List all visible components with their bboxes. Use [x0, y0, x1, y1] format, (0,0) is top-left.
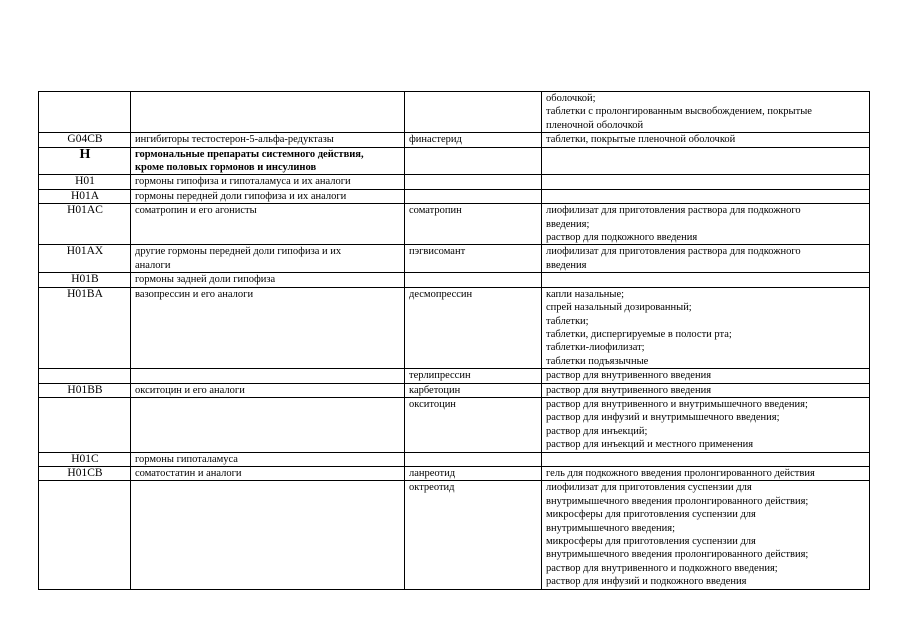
dosage-forms-cell: [542, 204, 870, 245]
dosage-form-line: внутримышечного введения;: [546, 522, 676, 534]
drug-name-cell: [405, 452, 542, 466]
dosage-form-line: внутримышечного введения пролонгированного действия;: [546, 549, 809, 561]
dosage-forms-cell: [542, 369, 870, 383]
dosage-forms-cell: [542, 245, 870, 273]
dosage-form-line: раствор для инъекций;: [546, 425, 648, 437]
group-name-cell: другие гормоны передней доли гипофиза и их аналоги: [131, 245, 405, 273]
drug-name-cell: [405, 273, 542, 287]
table-row: [39, 92, 870, 133]
dosage-form-line: гель для подкожного введения пролонгированного действия: [546, 467, 815, 479]
dosage-form-line: спрей назальный дозированный;: [546, 302, 692, 314]
dosage-form-line: раствор для инфузий и внутримышечного введения;: [546, 412, 780, 424]
table-row: [39, 147, 870, 175]
drug-classification-table: [38, 91, 870, 590]
drug-name-cell: пэгвисомант: [405, 245, 542, 273]
drug-name-cell: окситоцин: [405, 397, 542, 452]
group-name-cell: гормоны задней доли гипофиза: [131, 273, 405, 287]
table-row: [39, 287, 870, 368]
drug-name-cell: ланреотид: [405, 466, 542, 480]
atc-code-cell: [39, 369, 131, 383]
group-name-cell: [131, 481, 405, 589]
atc-code-cell: H01: [39, 175, 131, 189]
group-name-cell: [131, 369, 405, 383]
table-row: [39, 397, 870, 452]
dosage-form-line: таблетки подъязычные: [546, 355, 649, 367]
group-name-cell: гормоны передней доли гипофиза и их аналоги: [131, 189, 405, 203]
dosage-form-line: таблетки с пролонгированным высвобождением, покрытые: [546, 106, 812, 118]
atc-code-cell: H01BB: [39, 383, 131, 397]
group-name-cell: гормоны гипоталамуса: [131, 452, 405, 466]
dosage-form-line: таблетки;: [546, 315, 589, 327]
dosage-form-line: таблетки-лиофилизат;: [546, 342, 645, 354]
table-row: [39, 189, 870, 203]
group-name-cell: окситоцин и его аналоги: [131, 383, 405, 397]
dosage-form-line: пленочной оболочкой: [546, 119, 644, 131]
table-row: [39, 369, 870, 383]
dosage-forms-cell: [542, 287, 870, 368]
group-name-cell: ингибиторы тестостерон-5-альфа-редуктазы: [131, 133, 405, 147]
dosage-form-line: оболочкой;: [546, 93, 596, 104]
dosage-form-line: раствор для инъекций и местного применения: [546, 439, 754, 451]
dosage-forms-cell: [542, 273, 870, 287]
drug-name-cell: [405, 189, 542, 203]
atc-code-cell: H01C: [39, 452, 131, 466]
table-row: [39, 133, 870, 147]
group-name-cell: [131, 397, 405, 452]
dosage-forms-cell: [542, 92, 870, 133]
dosage-forms-cell: [542, 189, 870, 203]
atc-code-cell: H: [39, 147, 131, 175]
dosage-forms-cell: [542, 147, 870, 175]
atc-code-cell: G04CB: [39, 133, 131, 147]
atc-code-cell: H01AC: [39, 204, 131, 245]
dosage-forms-cell: [542, 452, 870, 466]
table-row: [39, 452, 870, 466]
dosage-form-line: микросферы для приготовления суспензии для: [546, 536, 756, 547]
atc-code-cell: H01BA: [39, 287, 131, 368]
drug-name-cell: карбетоцин: [405, 383, 542, 397]
dosage-form-line: лиофилизат для приготовления суспензии для: [546, 482, 752, 494]
dosage-form-line: микросферы для приготовления суспензии для: [546, 509, 756, 521]
drug-name-cell: октреотид: [405, 481, 542, 589]
dosage-form-line: таблетки, покрытые пленочной оболочкой: [546, 134, 736, 146]
dosage-forms-cell: [542, 133, 870, 147]
table-row: [39, 466, 870, 480]
dosage-forms-cell: [542, 383, 870, 397]
dosage-form-line: раствор для внутривенного и внутримышечного введения;: [546, 398, 808, 410]
table-row: [39, 481, 870, 589]
dosage-forms-cell: [542, 175, 870, 189]
atc-code-cell: H01B: [39, 273, 131, 287]
dosage-forms-cell: [542, 397, 870, 452]
table-row: [39, 175, 870, 189]
atc-code-cell: [39, 397, 131, 452]
atc-code-cell: H01A: [39, 189, 131, 203]
drug-name-cell: терлипрессин: [405, 369, 542, 383]
atc-code-cell: [39, 92, 131, 133]
drug-name-cell: [405, 147, 542, 175]
dosage-form-line: раствор для подкожного введения: [546, 232, 698, 244]
group-name-cell: [131, 92, 405, 133]
table-row: [39, 204, 870, 245]
dosage-form-line: раствор для внутривенного введения: [546, 384, 712, 396]
dosage-form-line: раствор для внутривенного и подкожного введения;: [546, 562, 778, 574]
table-row: [39, 245, 870, 273]
dosage-form-line: лиофилизат для приготовления раствора для подкожного: [546, 246, 801, 258]
dosage-forms-cell: [542, 481, 870, 589]
dosage-form-line: лиофилизат для приготовления раствора для подкожного: [546, 205, 801, 217]
group-name-cell: соматропин и его агонисты: [131, 204, 405, 245]
drug-name-cell: десмопрессин: [405, 287, 542, 368]
group-name-cell: гормональные препараты системного действия, кроме половых гормонов и инсулинов: [131, 147, 405, 175]
group-name-cell: соматостатин и аналоги: [131, 466, 405, 480]
dosage-form-line: раствор для внутривенного введения: [546, 370, 712, 382]
dosage-forms-cell: [542, 466, 870, 480]
table-row: [39, 273, 870, 287]
drug-name-cell: [405, 92, 542, 133]
atc-code-cell: [39, 481, 131, 589]
dosage-form-line: введения;: [546, 218, 590, 230]
dosage-form-line: таблетки, диспергируемые в полости рта;: [546, 328, 732, 340]
drug-name-cell: соматропин: [405, 204, 542, 245]
dosage-form-line: внутримышечного введения пролонгированного действия;: [546, 495, 809, 507]
dosage-form-line: введения: [546, 259, 587, 271]
group-name-cell: вазопрессин и его аналоги: [131, 287, 405, 368]
dosage-form-line: капли назальные;: [546, 288, 625, 300]
group-name-cell: гормоны гипофиза и гипоталамуса и их аналоги: [131, 175, 405, 189]
drug-name-cell: финастерид: [405, 133, 542, 147]
table-row: [39, 383, 870, 397]
atc-code-cell: H01AX: [39, 245, 131, 273]
dosage-form-line: раствор для инфузий и подкожного введения: [546, 576, 747, 588]
drug-name-cell: [405, 175, 542, 189]
atc-code-cell: H01CB: [39, 466, 131, 480]
